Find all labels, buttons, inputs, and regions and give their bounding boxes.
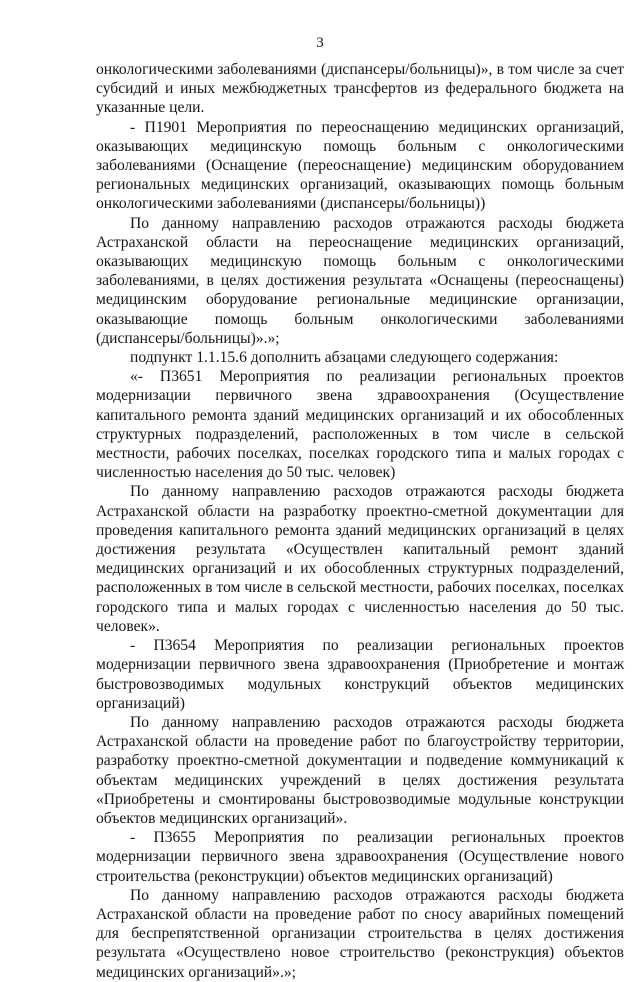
- paragraph-7: - П3654 Мероприятия по реализации региональных проектов модернизации первичного звена здравоохранения (Приобретение и монтаж быстровозводимых модульных конструкций объектов медицинских организаций): [96, 637, 624, 712]
- paragraph-3: По данному направлению расходов отражаются расходы бюджета Астраханской области на переоснащение медицинских организаций, оказывающих медицинскую помощь больным с онкологическими заболеваниями, в целях достижения результата «Оснащены (переоснащены) медицинским оборудование региональные медицинские организации, оказывающие помощь больным онкологическими заболеваниями (диспансеры/больницы)».»;: [96, 214, 624, 347]
- paragraph-2: - П1901 Мероприятия по переоснащению медицинских организаций, оказывающих медицинскую помощь больным с онкологическими заболеваниями (Оснащение (переоснащение) медицинским оборудованием региональных медицинских организаций, оказывающих помощь больным онкологическими заболеваниями (диспансеры/больницы)): [96, 118, 624, 213]
- paragraph-1: онкологическими заболеваниями (диспансеры/больницы)», в том числе за счет субсидий и иных межбюджетных трансфертов из федерального бюджета на указанные цели.: [96, 61, 624, 117]
- document-body: [96, 60, 624, 982]
- paragraph-9: - П3655 Мероприятия по реализации региональных проектов модернизации первичного звена здравоохранения (Осуществление нового строительства (реконструкции) объектов медицинских организаций): [96, 829, 624, 885]
- paragraph-10: По данному направлению расходов отражаются расходы бюджета Астраханской области на проведение работ по сносу аварийных помещений для беспрепятственной организации строительства в целях достижения результата «Осуществлено новое строительство (реконструкция) объектов медицинских организаций».»;: [96, 886, 624, 981]
- paragraph-8: По данному направлению расходов отражаются расходы бюджета Астраханской области на проведение работ по благоустройству территории, разработку проектно-сметной документации и подведение коммуникаций к объектам медицинских учреждений в целях достижения результата «Приобретены и смонтированы быстровозводимые модульные конструкции объектов медицинских организаций».: [96, 713, 624, 827]
- page-number: 3: [316, 35, 324, 51]
- paragraph-5: «- П3651 Мероприятия по реализации региональных проектов модернизации первичного звена здравоохранения (Осуществление капитального ремонта зданий медицинских организаций и их обособленных структурных подразделений, расположенных в том числе в сельской местности, рабочих поселках, поселках городского типа и малых городах с численностью населения до 50 тыс. человек): [96, 368, 624, 482]
- paragraph-6: По данному направлению расходов отражаются расходы бюджета Астраханской области на разработку проектно-сметной документации для проведения капитального ремонта зданий медицинских организаций в целях достижения результата «Осуществлен капитальный ремонт зданий медицинских организаций и их обособленных структурных подразделений, расположенных в том числе в сельской местности, рабочих поселках, поселках городского типа и малых городах с численностью населения до 50 тыс. человек».: [96, 483, 624, 635]
- paragraph-4: подпункт 1.1.15.6 дополнить абзацами следующего содержания:: [130, 349, 559, 367]
